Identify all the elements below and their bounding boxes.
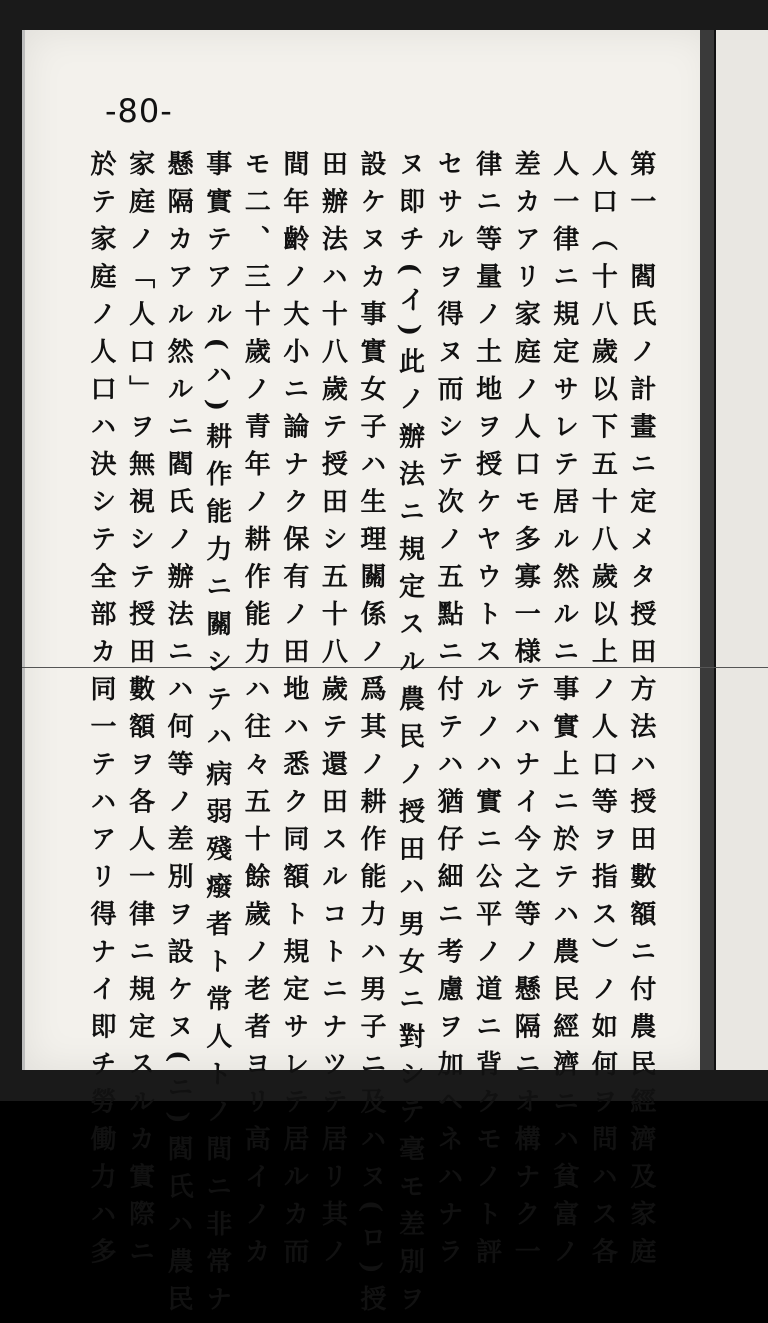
vertical-text-block: [86, 150, 656, 1323]
book-spine: [700, 30, 714, 1070]
text-column: 設ケヌカ事實女子ハ生理關係ノ爲其ノ耕作能力ハ男子ニ及ハヌ(ロ)授: [355, 150, 386, 1323]
text-column: 懸隔カアル然ルニ閻氏ノ辦法ニハ何等ノ差別ヲ設ケヌ(ニ)閻氏ハ農民: [163, 150, 194, 1323]
text-column: セサルヲ得ヌ而シテ次ノ五點ニ付テハ猶仔細ニ考慮ヲ加ヘネハナラ: [433, 150, 464, 1275]
adjacent-page-edge: [714, 30, 768, 1070]
text-column: 差カアリ家庭ノ人口モ多寡一様テハナイ今之等ノ懸隔ニオ構ナク一: [510, 150, 541, 1275]
text-column: 第一 閻氏ノ計畫ニ定メタ授田方法ハ授田數額ニ付農民經濟及家庭: [625, 150, 656, 1275]
text-column: 間年齡ノ大小ニ論ナク保有ノ田地ハ悉ク同額ト規定サレテ居ルカ而: [278, 150, 309, 1275]
text-column: 家庭ノ「人口」ヲ無視シテ授田數額ヲ各人一律ニ規定スルカ實際ニ: [124, 150, 155, 1275]
page-number: -80-: [105, 92, 173, 130]
text-column: 人一律ニ規定サレテ居ル然ルニ事實上ニ於テハ農民經濟ニハ貧富ノ: [548, 150, 579, 1275]
text-column: 於テ家庭ノ人口ハ決シテ全部カ同一テハアリ得ナイ即チ勞働力ハ多: [86, 150, 116, 1275]
text-column: 律ニ等量ノ土地ヲ授ケヤウトスルノハ實ニ公平ノ道ニ背クモノト評: [471, 150, 502, 1275]
text-column: モ二、三十歲ノ青年ノ耕作能力ハ往々五十餘歲ノ老者ヨリ高イノカ: [240, 150, 271, 1275]
text-column: 田辦法ハ十八歲テ授田シ五十八歲テ還田スルコトニナツテ居リ其ノ: [317, 150, 348, 1275]
text-column: ヌ即チ(イ)此ノ辦法ニ規定スル農民ノ授田ハ男女ニ對シテ毫モ差別ヲ: [394, 150, 425, 1323]
text-column: 事實テアル(ハ)耕作能力ニ關シテハ病弱殘癈者ト常人トノ間ニ非常ナ: [201, 150, 232, 1323]
text-column: 人口（十八歲以下五十八歲以上ノ人口等ヲ指ス）ノ如何ヲ問ハス各: [587, 150, 618, 1275]
